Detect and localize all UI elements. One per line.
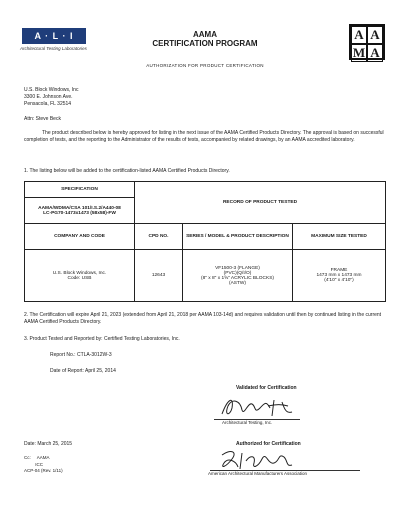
validator-organization: Architectural Testing, Inc. — [222, 420, 273, 425]
report-number: Report No.: CTLA-3012W-3 — [50, 352, 112, 358]
authorization-date: Date: March 25, 2015 — [24, 441, 73, 447]
address-line: 3300 E. Johnson Ave. — [24, 94, 73, 100]
form-number: ACP-04 (Rev. 1/11) — [24, 468, 63, 473]
item-3: 3. Product Tested and Reported by: Certified Testing Laboratories, Inc. — [24, 336, 180, 342]
attention-line: Attn: Steve Beck — [24, 116, 61, 122]
report-date: Date of Report: April 25, 2014 — [50, 368, 116, 374]
series-line: (8" x 8" x 1⅝" ACRYLIC BLOCKS) — [200, 275, 274, 281]
authorized-label: Authorized for Certification — [236, 441, 301, 447]
size-line: (4'10" x 4'10") — [324, 278, 354, 283]
aama-logo-letter: A — [367, 26, 383, 44]
title-line-2: CERTIFICATION PROGRAM — [152, 39, 258, 48]
aama-logo — [349, 24, 385, 60]
series-line: (PVC)(Q/I/O) — [223, 270, 252, 276]
size-line: 1473 mm x 1473 mm — [316, 273, 362, 278]
spec-value-line: LC-PG70-1473x1473 (58x58)-FW — [43, 210, 116, 216]
spec-value — [25, 198, 135, 224]
item-1: 1. The listing below will be added to the certification-listed AAMA Certified Products Directory. — [24, 168, 230, 174]
col-series: SERIES / MODEL & PRODUCT DESCRIPTION — [183, 224, 293, 250]
address-line: U.S. Block Windows, Inc — [24, 87, 79, 93]
document-title — [120, 30, 290, 48]
company-cell — [25, 250, 135, 302]
col-size: MAXIMUM SIZE TESTED — [293, 224, 386, 250]
record-header: RECORD OF PRODUCT TESTED — [135, 182, 386, 224]
ali-logo: A · L · I — [22, 28, 86, 44]
cc-line: Cc: AAMA — [24, 455, 50, 460]
cc-block — [24, 455, 63, 475]
recipient-address — [24, 87, 78, 108]
aama-logo-letter: M — [352, 45, 366, 60]
spec-header: SPECIFICATION — [25, 182, 135, 198]
aama-logo-letter: A — [351, 26, 367, 44]
validator-signature-icon — [218, 394, 308, 420]
col-cpd: CPD NO. — [135, 224, 183, 250]
title-line-1: AAMA — [193, 30, 217, 39]
address-line: Pensacola, FL 32514 — [24, 101, 72, 107]
series-line: VF1500-3 (FLANGE) — [215, 265, 260, 271]
product-record-table — [24, 181, 386, 302]
company-name: U.S. Block Windows, Inc. — [52, 270, 107, 276]
size-cell — [293, 250, 386, 302]
item-2: 2. The Certification will expire April 21, 2023 (extended from April 21, 2018 per AAMA 103-14d) and requires validation until then by continued listing in the current AAMA Certified Products Directory. — [24, 312, 382, 325]
spec-value-line: AAMA/WDMA/CSA 101/I.S.2/A440-08 — [38, 205, 121, 211]
aama-logo-letter: A — [367, 44, 383, 62]
series-cell — [183, 250, 293, 302]
cc-line: ICC — [24, 461, 44, 467]
size-line: FRAME — [330, 268, 348, 273]
cpd-cell: 12643 — [135, 250, 183, 302]
company-code: Code: USB — [67, 275, 92, 281]
ali-tagline: Architectural Testing Laboratories — [20, 46, 87, 51]
authorizer-organization: American Architectural Manufacturers Association — [208, 471, 308, 476]
document-subtitle: AUTHORIZATION FOR PRODUCT CERTIFICATION — [146, 63, 264, 68]
col-company: COMPANY AND CODE — [25, 224, 135, 250]
intro-paragraph: The product described below is hereby approved for listing in the next issue of the AAMA Certified Products Directory. The approval is based on successful completion of tests, and the reporting to the Administrator of the results of tests, accompanied by related drawings, by an AAMA accredited laboratory. — [24, 130, 384, 143]
series-line: (ASTW) — [228, 280, 247, 286]
validated-label: Validated for Certification — [236, 385, 297, 391]
